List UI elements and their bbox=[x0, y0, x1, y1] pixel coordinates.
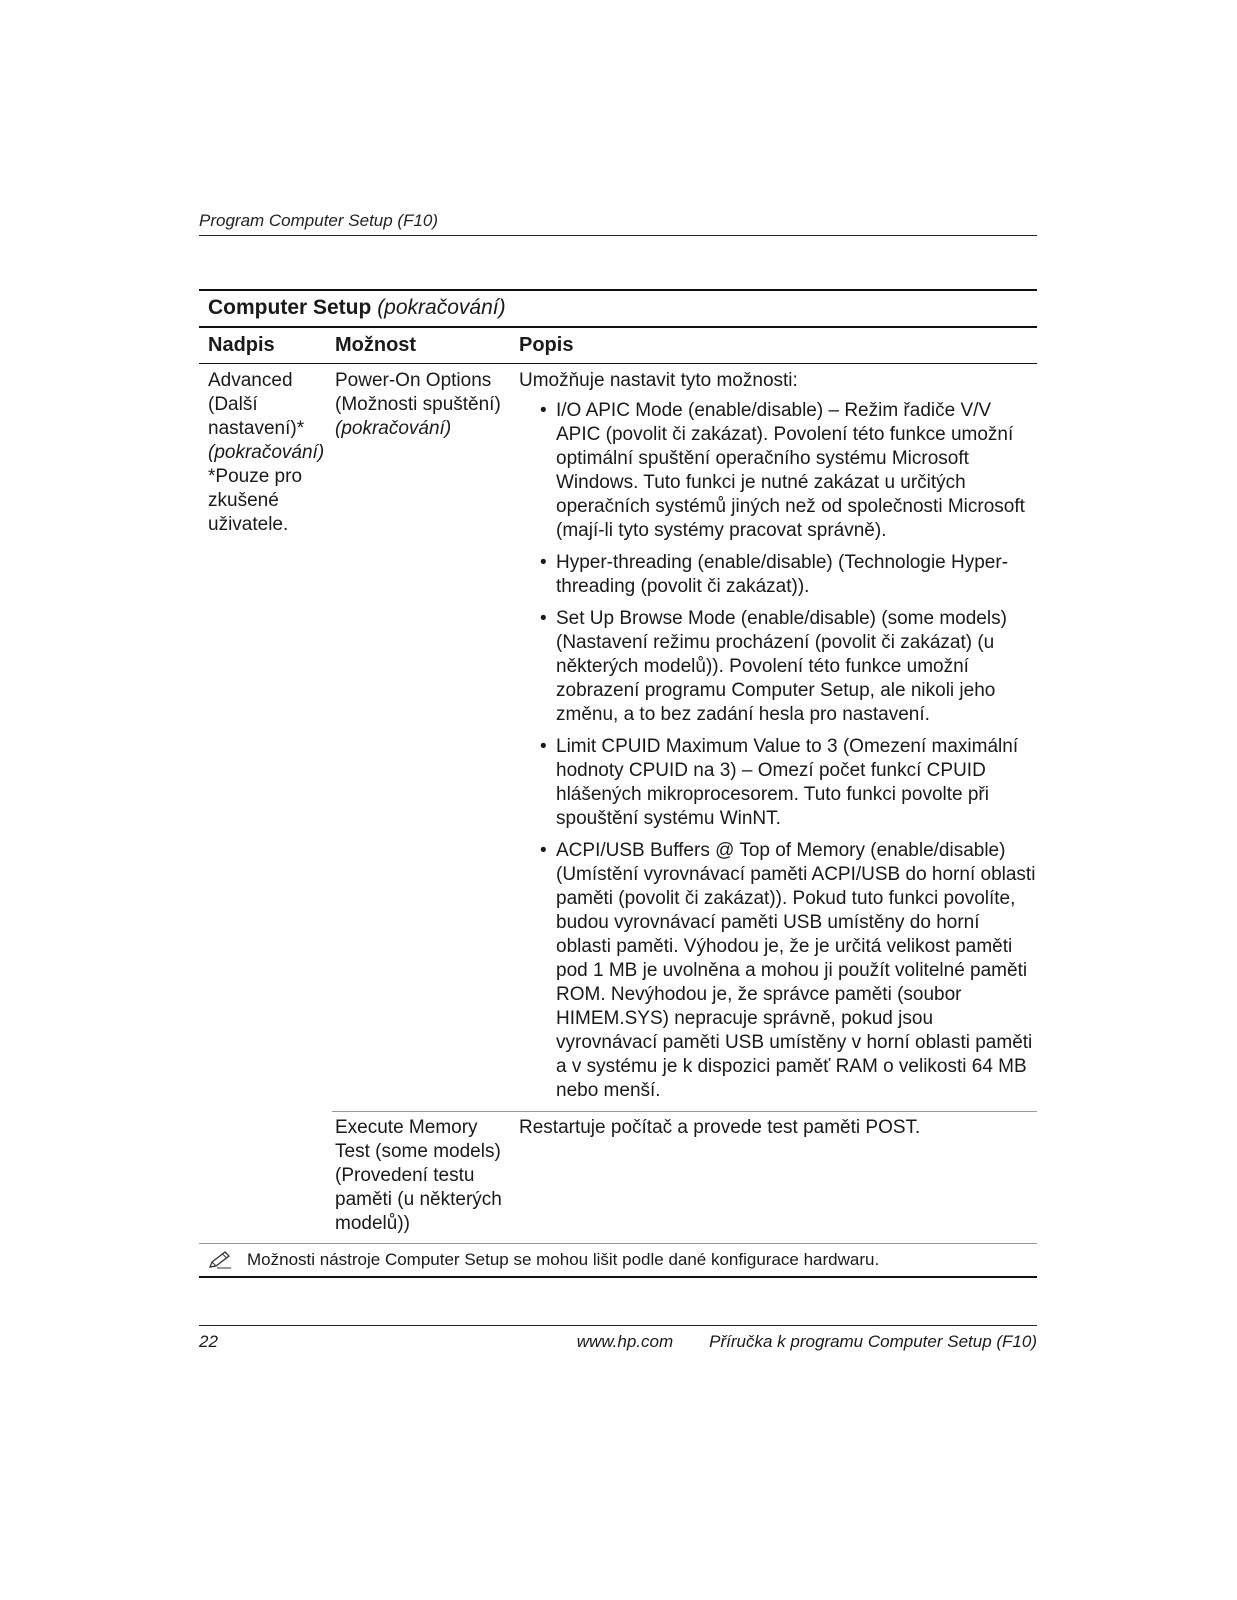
setup-table bbox=[199, 289, 1037, 1278]
option-line: (Možnosti spuštění) bbox=[335, 394, 501, 415]
option-line: Execute Memory bbox=[335, 1117, 478, 1138]
bullet-browse-mode: • Set Up Browse Mode (enable/disable) (some models) (Nastavení režimu procházení (povolit či zakázat) (u některých modelů)). Povolení této funkce umožní zobrazení programu Computer Setup, ale nikoli jeho změnu, a to bez zadání hesla pro nastavení. bbox=[519, 607, 1037, 727]
table-row bbox=[332, 1111, 1037, 1243]
description-cell bbox=[516, 369, 1037, 1111]
heading-note-line: *Pouze pro bbox=[208, 466, 303, 487]
option-line: Power-On Options bbox=[335, 370, 492, 391]
option-line: paměti (u některých bbox=[335, 1189, 502, 1210]
option-line: Test (some models) bbox=[335, 1141, 501, 1162]
bullet-hyper-threading: • Hyper-threading (enable/disable) (Technologie Hyper-threading (povolit či zakázat)). bbox=[519, 551, 1037, 599]
option-line: modelů)) bbox=[335, 1213, 410, 1234]
page-footer bbox=[199, 1325, 1037, 1352]
note-text: Možnosti nástroje Computer Setup se mohou lišit podle dané konfigurace hardwaru. bbox=[247, 1250, 880, 1269]
description-cell: Restartuje počítač a provede test paměti POST. bbox=[519, 1117, 921, 1138]
heading-cell bbox=[199, 369, 332, 1111]
table-note bbox=[199, 1243, 1037, 1278]
pencil-note-icon bbox=[207, 1250, 233, 1270]
footer-url[interactable]: www.hp.com bbox=[576, 1332, 674, 1351]
table-header-row bbox=[199, 328, 1037, 364]
footer-title: Příručka k programu Computer Setup (F10) bbox=[709, 1332, 1037, 1351]
table-title bbox=[199, 291, 1037, 328]
table-row bbox=[199, 364, 1037, 1111]
page-number: 22 bbox=[199, 1332, 218, 1351]
heading-note-line: uživatele. bbox=[208, 514, 289, 535]
table-title-italic: (pokračování) bbox=[377, 296, 506, 319]
header-popis: Popis bbox=[519, 334, 574, 356]
option-line: (Provedení testu bbox=[335, 1165, 475, 1186]
running-head: Program Computer Setup (F10) bbox=[199, 211, 1037, 236]
description-intro: Umožňuje nastavit tyto možnosti: bbox=[519, 370, 798, 391]
heading-line: Advanced bbox=[208, 370, 293, 391]
option-bullet-list bbox=[519, 399, 1037, 1103]
header-nadpis: Nadpis bbox=[208, 334, 275, 356]
bullet-io-apic: • I/O APIC Mode (enable/disable) – Režim řadiče V/V APIC (povolit či zakázat). Povolení této funkce umožní optimální spuštění operačního systému Microsoft Windows. Tuto funkci je nutné zakázat u určitých operačních systémů jiných než od společnosti Microsoft (mají-li tyto systémy pracovat správně). bbox=[519, 399, 1037, 543]
bullet-acpi-usb: • ACPI/USB Buffers @ Top of Memory (enable/disable) (Umístění vyrovnávací paměti ACPI/USB do horní oblasti paměti (povolit či zakázat)). Pokud tuto funkci povolíte, budou vyrovnávací paměti USB umístěny do horní oblasti paměti. Výhodou je, že je určitá velikost paměti pod 1 MB je uvolněna a mohou ji použít volitelné paměti ROM. Nevýhodou je, že správce paměti (soubor HIMEM.SYS) nepracuje správně, pokud jsou vyrovnávací paměti USB umístěny v horní oblasti paměti a v systému je k dispozici paměť RAM o velikosti 64 MB nebo menší. bbox=[519, 839, 1037, 1103]
heading-line: (Další bbox=[208, 394, 258, 415]
heading-note-line: zkušené bbox=[208, 490, 279, 511]
bullet-limit-cpuid: • Limit CPUID Maximum Value to 3 (Omezení maximální hodnoty CPUID na 3) – Omezí počet funkcí CPUID hlášených mikroprocesorem. Tuto funkci povolte při spouštění systému WinNT. bbox=[519, 735, 1037, 831]
option-cell bbox=[332, 1116, 516, 1236]
table-title-bold: Computer Setup bbox=[208, 296, 372, 319]
heading-continued: (pokračování) bbox=[208, 442, 325, 463]
option-continued: (pokračování) bbox=[335, 418, 452, 439]
heading-line: nastavení)* bbox=[208, 418, 305, 439]
option-cell bbox=[332, 369, 516, 1111]
header-moznost: Možnost bbox=[335, 334, 417, 356]
